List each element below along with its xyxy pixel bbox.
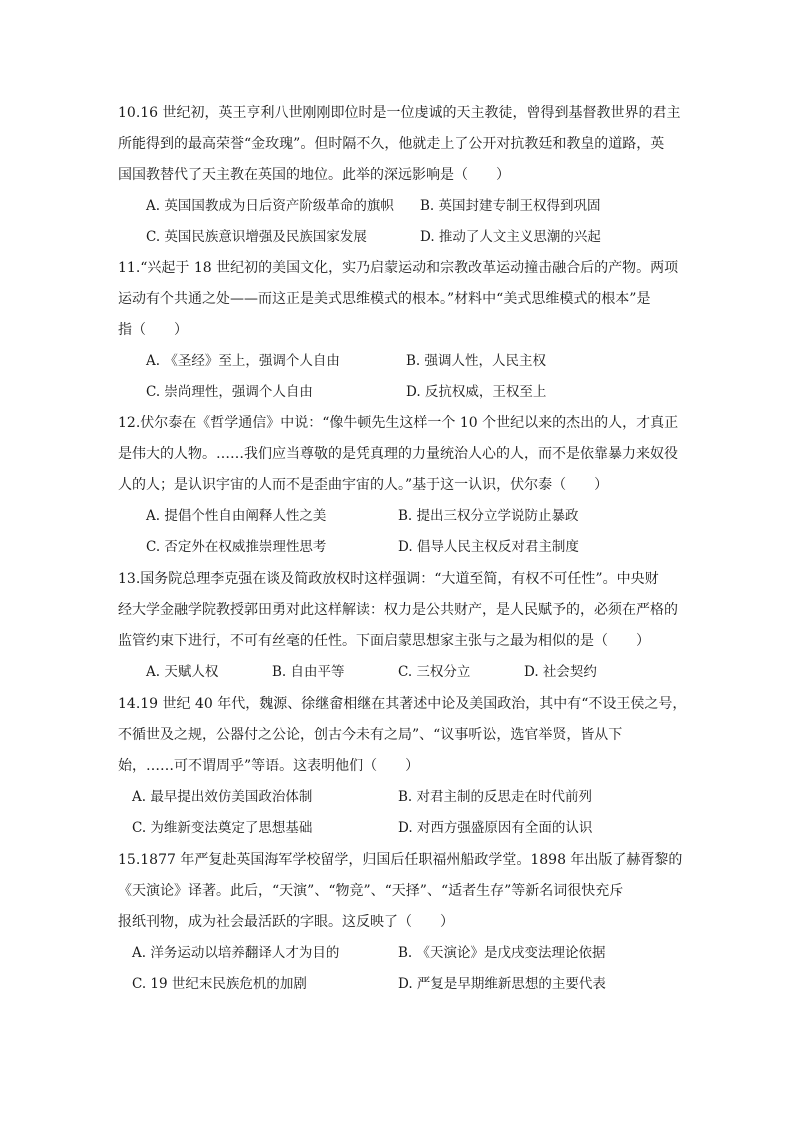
question-14 [118,689,687,844]
option-c: C. 崇尚理性，强调个人自由 [146,384,313,400]
option-a: A. 洋务运动以培养翻译人才为目的 [132,945,340,961]
question-12 [118,408,678,563]
option-row [118,813,678,844]
option-b: B. 英国封建专制王权得到巩固 [420,198,601,214]
option-a: A. 《圣经》至上，强调个人自由 [146,353,340,369]
option-a: A. 提倡个性自由阐释人性之美 [146,508,327,524]
option-d: D. 严复是早期维新思想的主要代表 [398,976,606,992]
option-a: A. 最早提出效仿美国政治体制 [132,789,313,805]
question-stem-line: 监管约束下进行，不可有丝毫的任性。下面启蒙思想家主张与之最为相似的是（ ） [118,633,650,649]
question-stem-line: 《天演论》译著。此后，“天演”、“物竞”、“天择”、“适者生存”等新名词很快充斥 [118,883,624,899]
option-b: B. 对君主制的反思走在时代前列 [398,789,593,805]
option-row [118,782,678,813]
option-row [118,969,678,1000]
option-row [118,346,678,377]
question-stem-line: 所能得到的最高荣誉“金玫瑰”。但时隔不久，他就走上了公开对抗教廷和教皇的道路，英 [118,136,665,152]
option-row [118,532,678,563]
option-d: D. 推动了人文主义思潮的兴起 [420,229,601,245]
option-c: C. 为维新变法奠定了思想基础 [132,820,313,836]
option-c: C. 三权分立 [398,664,471,680]
question-stem-line: 经大学金融学院教授郭田勇对此这样解读：权力是公共财产，是人民赋予的，必须在严格的 [118,602,678,618]
option-a: A. 英国国教成为日后资产阶级革命的旗帜 [146,198,394,214]
option-d: D. 社会契约 [524,664,597,680]
option-b: B. 强调人性，人民主权 [406,353,547,369]
option-b: B. 自由平等 [272,664,345,680]
question-stem-line: 14.19 世纪 40 年代，魏源、徐继畲相继在其著述中论及美国政治，其中有“不设王侯之号， [118,696,687,712]
option-b: B. 《天演论》是戊戌变法理论依据 [398,945,606,961]
option-row [118,938,678,969]
question-stem-line: 不循世及之规，公器付之公论，创古今未有之局”、“议事听讼，选官举贤，皆从下 [118,727,623,743]
question-stem-line: 是伟大的人物。……我们应当尊敬的是凭真理的力量统治人心的人，而不是依靠暴力来奴役 [118,446,678,462]
question-stem-line: 国国教替代了天主教在英国的地位。此举的深远影响是（ ） [118,167,510,183]
option-b: B. 提出三权分立学说防止暴政 [398,508,579,524]
question-15 [118,845,683,1000]
question-stem-line: 始，……可不谓周乎”等语。这表明他们（ ） [118,758,420,774]
option-row [118,222,678,253]
question-stem-line: 运动有个共通之处——而这正是美式思维模式的根本。”材料中“美式思维模式的根本”是 [118,291,651,307]
option-c: C. 否定外在权威推崇理性思考 [146,539,327,555]
question-stem-line: 报纸刊物，成为社会最活跃的字眼。这反映了（ ） [118,914,454,930]
question-10 [118,98,681,253]
question-11 [118,253,678,408]
question-stem-line: 15.1877 年严复赴英国海军学校留学，归国后任职福州船政学堂。1898 年出版了赫胥黎的 [118,852,683,868]
question-stem-line: 指（ ） [118,322,188,338]
option-d: D. 对西方强盛原因有全面的认识 [398,820,593,836]
option-c: C. 19 世纪末民族危机的加剧 [132,976,307,992]
option-a: A. 天赋人权 [146,664,219,680]
question-stem-line: 11.“兴起于 18 世纪初的美国文化，实乃启蒙运动和宗教改革运动撞击融合后的产物。两项 [118,260,679,276]
option-row [118,191,678,222]
option-d: D. 倡导人民主权反对君主制度 [398,539,579,555]
question-stem-line: 12.伏尔泰在《哲学通信》中说：“像牛顿先生这样一个 10 个世纪以来的杰出的人，才真正 [118,415,679,431]
option-row [118,501,678,532]
option-row [118,657,678,688]
question-stem-line: 10.16 世纪初，英王亨利八世刚刚即位时是一位虔诚的天主教徒，曾得到基督教世界的君主 [118,105,681,121]
question-13 [118,564,678,688]
question-stem-line: 人的人；是认识宇宙的人而不是歪曲宇宙的人。”基于这一认识，伏尔泰（ ） [118,477,609,493]
option-d: D. 反抗权威，王权至上 [406,384,547,400]
option-c: C. 英国民族意识增强及民族国家发展 [146,229,367,245]
question-stem-line: 13.国务院总理李克强在谈及简政放权时这样强调：“大道至简，有权不可任性”。中央财 [118,571,659,587]
option-row [118,377,678,408]
